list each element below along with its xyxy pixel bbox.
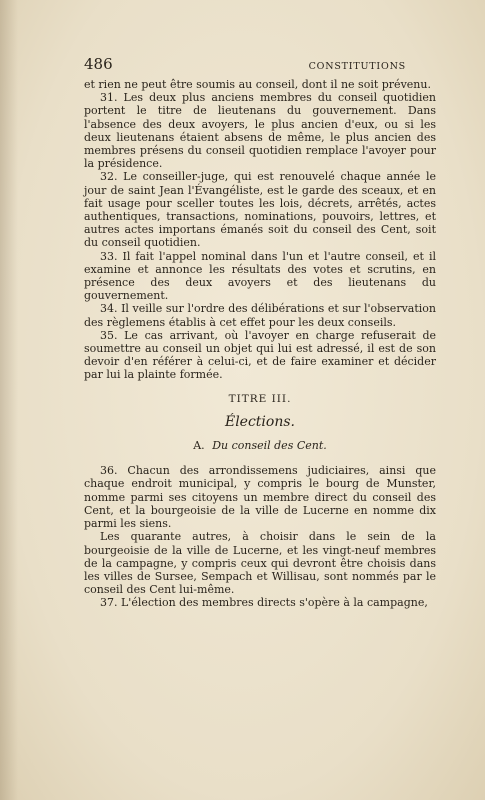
page-header — [84, 55, 436, 78]
titre-heading: TITRE III. — [228, 392, 292, 405]
section-heading: Élections. — [224, 413, 295, 430]
article-37: 37. L'élection des membres directs s'opère à la campagne, — [100, 596, 428, 610]
subsection-title: Du conseil des Cent. — [212, 439, 327, 453]
text-block — [84, 55, 436, 610]
article-31: 31. Les deux plus anciens membres du conseil quotidien portent le titre de lieutenans du gouvernement. Dans l'absence des deux avoyers, le plus ancien d'eux, ou si les deux lieutenans étaient absens de même, le plus ancien des membres présens du conseil quotidien remplace l'avoyer pour la présidence. — [84, 91, 436, 171]
page-number: 486 — [84, 55, 113, 73]
article-32: 32. Le conseiller-juge, qui est renouvelé chaque année le jour de saint Jean l'Évangéliste, est le garde des sceaux, et en fait usage pour sceller toutes les lois, décrets, arrêtés, actes authentiques, transactions, nominations, pouvoirs, lettres, et autres actes importans émanés soit du conseil des Cent, soit du conseil quotidien. — [84, 170, 436, 250]
binding-shadow — [0, 0, 18, 800]
subsection-heading — [84, 439, 436, 452]
article-36-continued: Les quarante autres, à choisir dans le sein de la bourgeoisie de la ville de Lucerne, et les vingt-neuf membres de la campagne, y compris ceux qui devront être choisis dans les villes de Sursee, Sempach et Willisau, sont nommés par le conseil des Cent lui-même. — [84, 530, 436, 597]
article-34: 34. Il veille sur l'ordre des délibérations et sur l'observation des règlemens établis à cet effet pour les deux conseils. — [84, 302, 436, 329]
article-35: 35. Le cas arrivant, où l'avoyer en charge refuserait de soumettre au conseil un objet qui lui est adressé, il est de son devoir d'en référer à celui-ci, et de faire examiner et décider par lui la plainte formée. — [84, 328, 436, 382]
running-title: CONSTITUTIONS — [308, 61, 406, 72]
article-33: 33. Il fait l'appel nominal dans l'un et l'autre conseil, et il examine et annonce les résultats des votes et scrutins, en présence des deux avoyers et des lieutenans du gouvernement. — [84, 249, 436, 303]
subsection-letter: A. — [193, 439, 205, 453]
article-36: 36. Chacun des arrondissemens judiciaires, ainsi que chaque endroit municipal, y compris le bourg de Munster, nomme parmi ses citoyens un membre direct du conseil des Cent, et la bourgeoisie de la ville de Lucerne en nomme dix parmi les siens. — [84, 464, 436, 531]
paragraph-continued: et rien ne peut être soumis au conseil, dont il ne soit prévenu. — [84, 78, 431, 91]
